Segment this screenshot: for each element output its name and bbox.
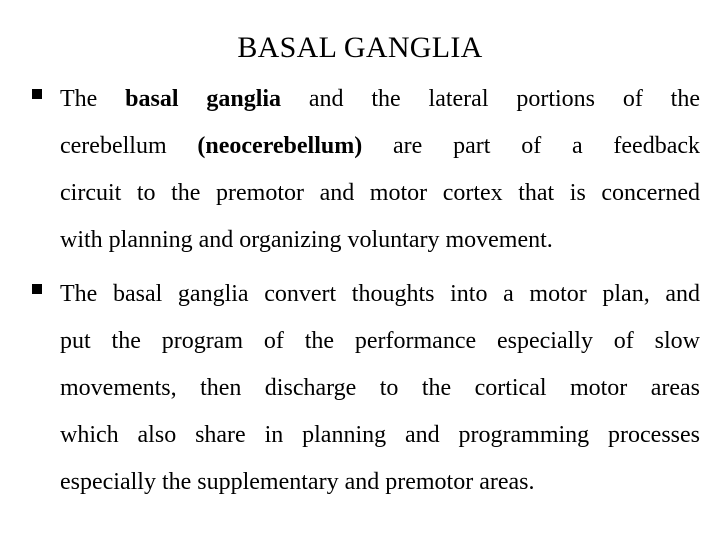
bullet-line: [60, 412, 700, 459]
bullet-line: [60, 459, 700, 506]
text-segment: circuit to the premotor and motor cortex that is concerned: [60, 180, 700, 206]
text-segment: cerebellum: [60, 133, 198, 159]
text-segment: movements, then discharge to the cortical motor areas: [60, 375, 700, 401]
text-segment: are part of a feedback: [362, 133, 700, 159]
bold-term-basal-ganglia: basal ganglia: [125, 86, 282, 112]
bold-term-neocerebellum: (neocerebellum): [197, 133, 363, 159]
square-bullet-icon: [32, 284, 42, 294]
text-segment: and the lateral portions of the: [281, 86, 701, 112]
bullet-line: [60, 217, 700, 264]
text-segment: with planning and organizing voluntary movement.: [60, 227, 553, 253]
text-segment: The basal ganglia convert thoughts into a motor plan, and: [60, 281, 700, 307]
bullet-line: [60, 76, 700, 123]
text-segment: especially the supplementary and premotor areas.: [60, 469, 535, 495]
bullet-item-2: [60, 271, 700, 506]
text-segment: The: [60, 86, 98, 112]
square-bullet-icon: [32, 89, 42, 99]
bullet-line: [60, 318, 700, 365]
text-segment: put the program of the performance especially of slow: [60, 328, 700, 354]
bullet-item-1: [60, 76, 700, 264]
slide-title: BASAL GANGLIA: [237, 31, 483, 64]
bullet-line: [60, 271, 700, 318]
bullet-line: [60, 365, 700, 412]
text-segment: which also share in planning and programming processes: [60, 422, 700, 448]
bullet-line: [60, 123, 700, 170]
text-segment: [97, 86, 125, 112]
bullet-line: [60, 170, 700, 217]
